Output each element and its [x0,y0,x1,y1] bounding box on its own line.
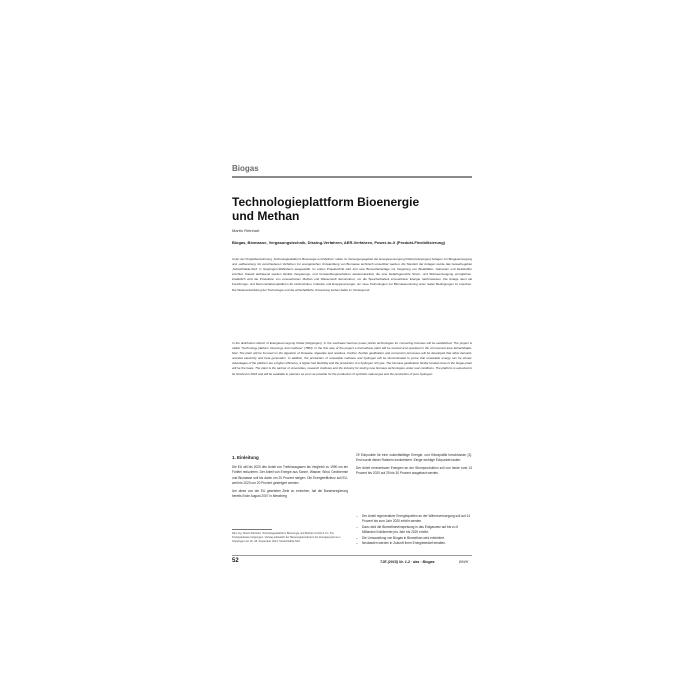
bullet-list [356,514,472,546]
journal-citation: TJE (2015) Nr. 1-2 · das · Biogas [380,560,435,564]
paragraph: Der Anteil erneuerbarer Energien an der Stromproduktion soll von heute rund 13 Prozent bis 2020 auf 25 bis 30 Prozent ausgebaut werden. [356,465,472,476]
publisher-logo: BWK [459,559,469,564]
footer-rule [232,555,472,556]
list-item: – Dazu wird die Biomethaneinspeisung in das Erdgasnetz auf bis zu 6 Milliarden Kubikmeter pro Jahr bis 2020 erhöht. [356,525,472,536]
list-item: – Neubauten werden in Zukunft ihren Energiebedarf erhalten. [356,541,472,546]
list-item: – Die Umwandlung von Biogas in Biomethan wird erleichtert. [356,536,472,541]
body-column-right [356,453,472,513]
footnote: Dipl.-Ing. Martin Reinhart, Technologieplattform Bioenergie und Methan GmbH & Co. KG, Kreissparkasse Göppingen. Vortrag anlässlich der Bioenergiekonferenz der Energiesysteme in Göppingen am 16.-18. September 2014, Schachhalde-Süd. [232,532,341,544]
section-label: Biogas [232,164,259,173]
abstract-german: Unter der Projektbezeichnung „Technologieplattform Bioenergie und Methan“ sollen im Versorgungsgebiet der Energieversorgung Filstal (Göppingen) Anlagen zur Biogaserzeugung und -aufbereitung mit verschiedenen Verfahren zur energetischen Umwandlung von Biomasse technisch umsetzbar werden. Als Standort der Anlagen wurde das Gewerbegebiet „Schachhalde-Süd“ in Göppingen-Wahlsheim ausgewählt. Im ersten Projektschritt wird dort eine Biomethananlage zur Vergärung von Bioabfällen, Gärresten und Reststoffen errichtet. Darauf aufbauend werden flexible Vergasungs- und Umwandlungsverfahren weiterentwickelt, die eine bedarfsgerechte Strom- und Wärmeerzeugung ermöglichen. Zusätzlich wird die Produktion von erneuerbarem Methan und Wasserstoff demonstriert, um die Speicherbarkeit erneuerbarer Energie nachzuweisen. Die Anlage dient als Forschungs- und Demonstrationsplattform für Hochschulen, Industrie und Energieversorger, um neue Technologien zur Biomassenutzung unter realen Bedingungen zu erproben. Die Weiterentwicklung der Technologie und die wirtschaftliche Umsetzung stehen dabei im Vordergrund. [232,257,472,292]
footnote-rule [232,529,272,530]
paragraph: Um diese von der EU gesetzten Ziele zu erreichen, hat die Bundesregierung bereits Ende August 2007 in Meseberg [232,488,348,499]
list-item: – Der Anteil regenerativer Energiequellen an der Wärmeversorgung soll auf 14 Prozent bis zum Jahr 2020 erhöht werden. [356,514,472,525]
author: Martin Reinhart [232,228,260,233]
header-rule [232,176,472,178]
body-column-left [232,465,348,519]
title-line-2: und Methan [232,209,300,223]
page-number: 52 [232,558,239,564]
paragraph: 29 Eckpunkte für eine zukünftsfähige Energie- und Klimapolitik beschlossen [1]. Erst wurde dieser Rahmen konkretisiert. Einige wichtige Eckpunkte lauten: [356,453,472,463]
abstract-english: In the distribution district of Energieversorgung Filstal (Göppingen), in the southeast German power plants technologies for converting biomass will be established. The project is called “Technology platform bioenergy and methane” (TBM). In the first step of the project a biomethane plant will be erected and operated in the commercial area Schachhalde-Süd. The plant will be focused on the digestion of biowaste, digestate and residues. Further, flexible gasification and conversion processes will be developed that allow demand-oriented electricity and heat generation. In addition, the production of renewable methane and hydrogen will be demonstrated to prove that renewable energy can be stored. Advantages of the platform are a higher efficiency, a higher fuel flexibility and the production of a hydrogen rich gas. The biomass gasification facility located close to the biogas plant will be the basis. The plant is the partner of universities, research institutes and the industry for testing new biomass technologies under real conditions. The platform is expected to be finished in 2016 and will be available to partners as soon as possible for the production of synthetic natural gas and the production of pure hydrogen. [232,341,472,376]
title-line-1: Technologieplattform Bioenergie [232,195,420,209]
paragraph: Die EU will bis 2020 den Anteil von Treibhausgasen bis Vergleich zu 1990 um ein Fünftel reduzieren. Der Anteil von Energie aus Sonne, Wasser, Wind, Geothermie und Biomasse soll bis dahin um 20 Prozent steigen. Die Energieeffizienz soll EU-weit bis 2020 um 20 Prozent gesteigert werden. [232,465,348,486]
article-title [232,195,472,223]
keywords: Biogas, Biomasse, Vergasungstechnik, Dissing-Verfahren, AER-Verfahren, Power-to-X (Produkt-Flexibilisierung) [232,240,446,245]
section-heading: 1. Einleitung [232,455,259,460]
